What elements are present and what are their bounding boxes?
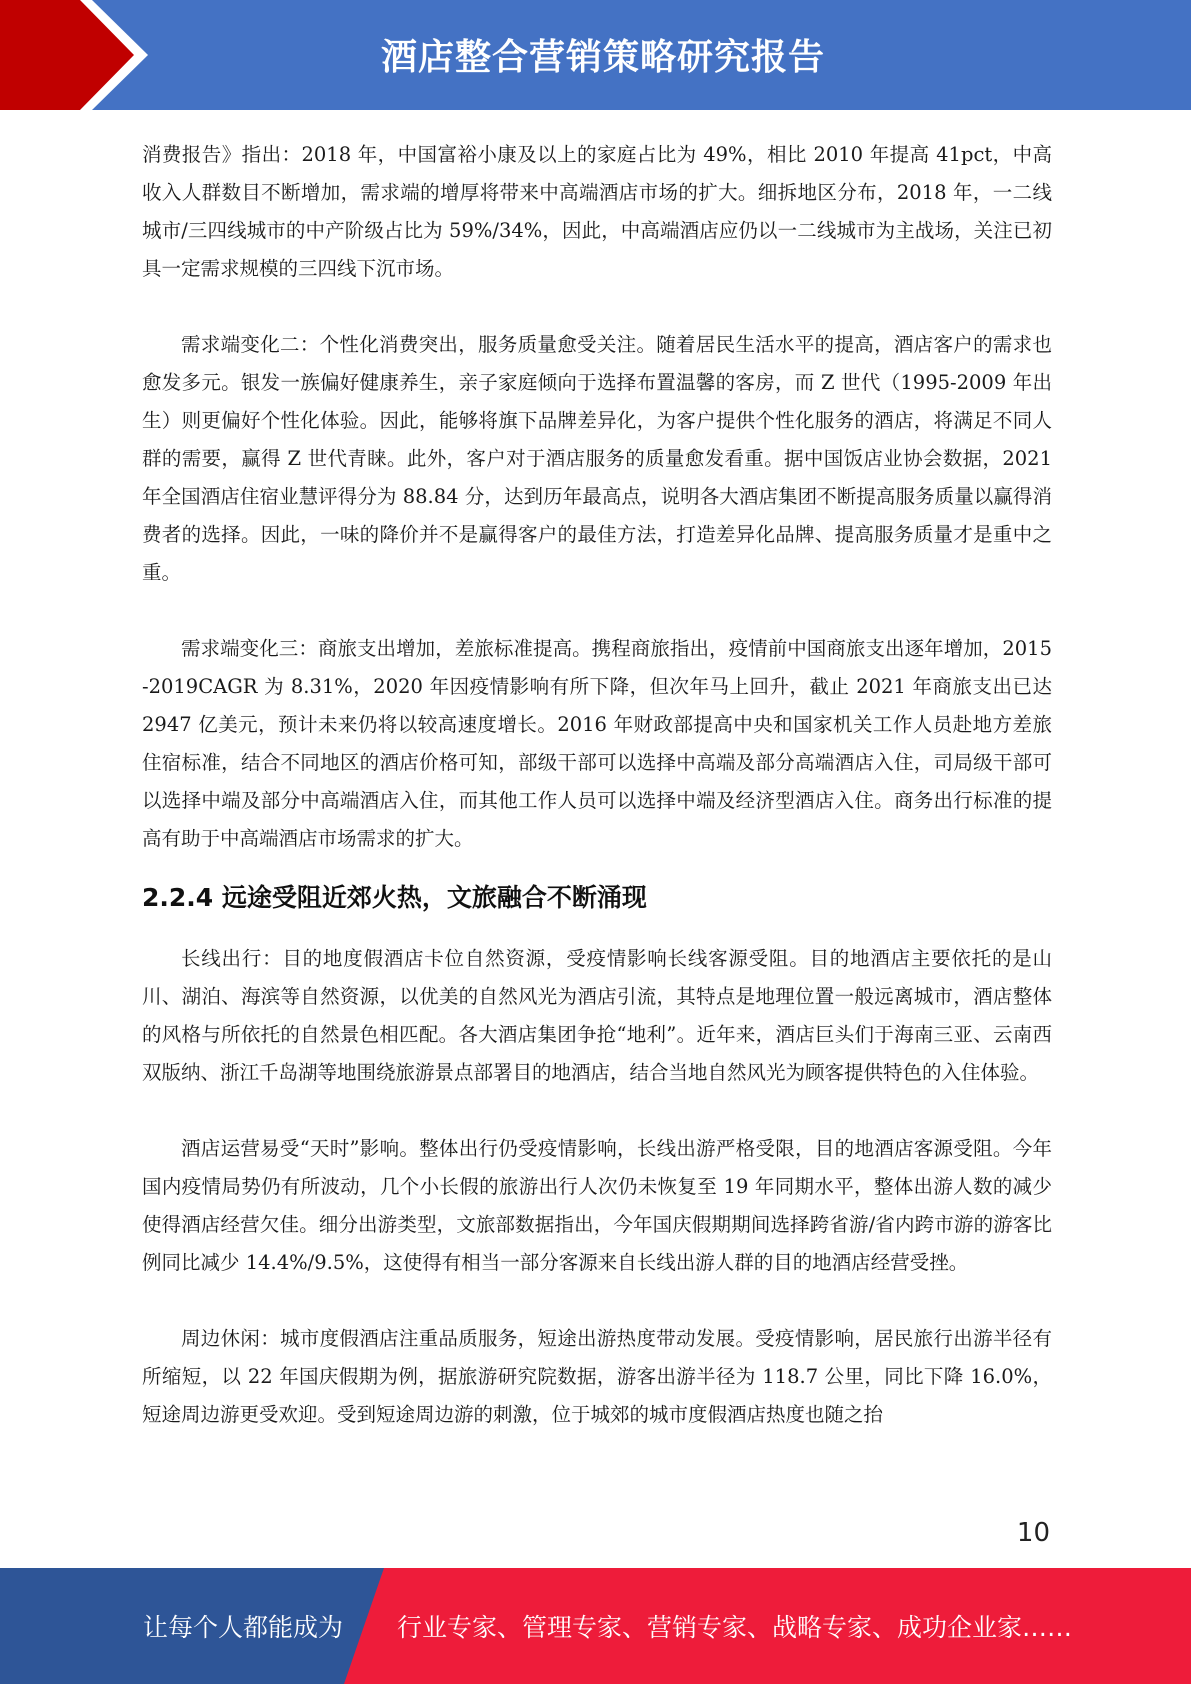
footer-slogan-left: 让每个人都能成为 bbox=[143, 1613, 344, 1642]
paragraph-hotel-operations: 酒店运营易受“天时”影响。整体出行仍受疫情影响，长线出游严格受限，目的地酒店客源受阻。今年国内疫情局势仍有所波动，几个小长假的旅游出行人次仍未恢复至 19 年同期水平，整体出游人数的减少使得酒店经营欠佳。细分出游类型，文旅部数据指出，今年国庆假期期间选择跨省游/省内跨市游的游客比例同比减少 14.4%/9.5%，这使得有相当一部分客源来自长线出游人群的目的地酒店经营受挫。 bbox=[142, 1137, 1052, 1274]
section-heading: 2.2.4 远途受阻近郊火热，文旅融合不断涌现 bbox=[142, 883, 647, 912]
paragraph-long-distance-travel: 长线出行：目的地度假酒店卡位自然资源，受疫情影响长线客源受阻。目的地酒店主要依托的是山川、湖泊、海滨等自然资源，以优美的自然风光为酒店引流，其特点是地理位置一般远离城市，酒店整体的风格与所依托的自然景色相匹配。各大酒店集团争抢“地利”。近年来，酒店巨头们于海南三亚、云南西双版纳、浙江千岛湖等地围绕旅游景点部署目的地酒店，结合当地自然风光为顾客提供特色的入住体验。 bbox=[142, 947, 1052, 1084]
page-header bbox=[0, 0, 1191, 110]
footer-slogan-right: 行业专家、管理专家、营销专家、战略专家、成功企业家…… bbox=[397, 1613, 1073, 1642]
page-number: 10 bbox=[1016, 1518, 1050, 1548]
paragraph-demand-change-three: 需求端变化三：商旅支出增加，差旅标准提高。携程商旅指出，疫情前中国商旅支出逐年增加，2015-2019CAGR 为 8.31%，2020 年因疫情影响有所下降，但次年马上回升，截止 2021 年商旅支出已达 2947 亿美元，预计未来仍将以较高速度增长。2016 年财政部提高中央和国家机关工作人员赴地方差旅住宿标准，结合不同地区的酒店价格可知，部级干部可以选择中高端及部分高端酒店入住，司局级干部可以选择中端及部分中高端酒店入住，而其他工作人员可以选择中端及经济型酒店入住。商务出行标准的提高有助于中高端酒店市场需求的扩大。 bbox=[142, 637, 1052, 850]
paragraph-consumption-report: 消费报告》指出：2018 年，中国富裕小康及以上的家庭占比为 49%，相比 2010 年提高 41pct，中高收入人群数目不断增加，需求端的增厚将带来中高端酒店市场的扩大。细拆地区分布，2018 年，一二线城市/三四线城市的中产阶级占比为 59%/34%，因此，中高端酒店应仍以一二线城市为主战场，关注已初具一定需求规模的三四线下沉市场。 bbox=[142, 143, 1052, 280]
document-body bbox=[142, 136, 1052, 1434]
paragraph-demand-change-two: 需求端变化二：个性化消费突出，服务质量愈受关注。随着居民生活水平的提高，酒店客户的需求也愈发多元。银发一族偏好健康养生，亲子家庭倾向于选择布置温馨的客房，而 Z 世代（1995-2009 年出生）则更偏好个性化体验。因此，能够将旗下品牌差异化，为客户提供个性化服务的酒店，将满足不同人群的需要，赢得 Z 世代青睐。此外，客户对于酒店服务的质量愈发看重。据中国饭店业协会数据，2021 年全国酒店住宿业慧评得分为 88.84 分，达到历年最高点，说明各大酒店集团不断提高服务质量以赢得消费者的选择。因此，一味的降价并不是赢得客户的最佳方法，打造差异化品牌、提高服务质量才是重中之重。 bbox=[142, 333, 1052, 584]
report-title: 酒店整合营销策略研究报告 bbox=[380, 36, 825, 78]
page-footer bbox=[0, 1568, 1191, 1684]
paragraph-nearby-leisure: 周边休闲：城市度假酒店注重品质服务，短途出游热度带动发展。受疫情影响，居民旅行出游半径有所缩短，以 22 年国庆假期为例，据旅游研究院数据，游客出游半径为 118.7 公里，同比下降 16.0%，短途周边游更受欢迎。受到短途周边游的刺激，位于城郊的城市度假酒店热度也随之抬 bbox=[142, 1327, 1052, 1426]
